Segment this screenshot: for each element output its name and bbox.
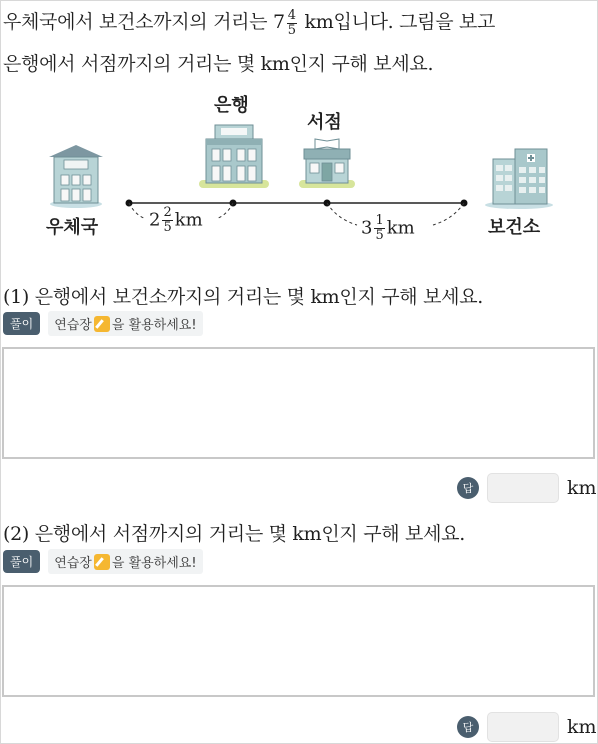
total-denominator: 5 — [287, 22, 296, 38]
seg2-brace-left — [327, 203, 357, 225]
solution-badge: 풀이 — [3, 550, 40, 573]
health-center-label: 보건소 — [488, 217, 541, 238]
question-1-answer-input[interactable] — [487, 473, 559, 503]
question-2-answer-row — [457, 712, 597, 742]
hint-text-before: 연습장 — [54, 318, 92, 333]
bookstore-icon — [299, 139, 355, 188]
seg1-brace-left — [129, 203, 146, 219]
seg2-whole: 3 — [361, 217, 373, 239]
total-numerator: 4 — [287, 7, 296, 23]
seg2-numerator: 1 — [375, 213, 384, 228]
seg1-fraction — [162, 206, 172, 235]
answer-badge: 답 — [457, 716, 479, 738]
hint-text-before: 연습장 — [54, 556, 92, 571]
pencil-icon — [94, 554, 110, 570]
scratchpad-hint[interactable] — [48, 311, 202, 336]
question-2-text: (2) 은행에서 서점까지의 거리는 몇 km인지 구해 보세요. — [3, 523, 465, 545]
bookstore-label: 서점 — [307, 112, 342, 133]
problem-text-end: km입니다. 그림을 보고 — [304, 11, 496, 33]
total-whole: 7 — [273, 11, 285, 33]
seg1-unit: km — [174, 209, 203, 231]
seg2-unit: km — [386, 217, 415, 239]
health-center-icon — [485, 149, 553, 209]
seg1-brace-right — [216, 203, 233, 219]
seg2-fraction — [374, 214, 384, 243]
seg2-brace-right — [433, 203, 464, 225]
post-office-point — [126, 200, 133, 207]
problem-line-2: 은행에서 서점까지의 거리는 몇 km인지 구해 보세요. — [3, 53, 434, 75]
answer-unit: km — [567, 716, 597, 738]
post-office-icon — [49, 145, 103, 208]
post-office-label: 우체국 — [46, 217, 99, 238]
segment-2-distance — [361, 214, 415, 243]
pencil-icon — [94, 316, 110, 332]
question-1-work-area[interactable] — [2, 347, 595, 459]
segment-1-distance — [149, 206, 203, 235]
answer-badge: 답 — [457, 477, 479, 499]
solution-badge: 풀이 — [3, 312, 40, 335]
scratchpad-hint[interactable] — [48, 549, 202, 574]
seg2-denominator: 5 — [375, 228, 384, 243]
question-2-work-area[interactable] — [2, 585, 595, 697]
seg1-denominator: 5 — [163, 220, 172, 235]
hint-text-after: 을 활용하세요! — [111, 318, 197, 333]
question-1-answer-row — [457, 473, 597, 503]
bank-icon — [199, 125, 269, 188]
question-1-text: (1) 은행에서 보건소까지의 거리는 몇 km인지 구해 보세요. — [3, 286, 483, 308]
seg1-whole: 2 — [149, 209, 161, 231]
answer-unit: km — [567, 477, 597, 499]
seg1-numerator: 2 — [163, 205, 172, 220]
total-fraction — [287, 9, 297, 38]
hint-text-after: 을 활용하세요! — [111, 556, 197, 571]
question-2-tags — [3, 549, 203, 574]
bank-label: 은행 — [214, 95, 249, 116]
question-1-tags — [3, 311, 203, 336]
problem-text-start: 우체국에서 보건소까지의 거리는 — [3, 11, 268, 33]
question-2-answer-input[interactable] — [487, 712, 559, 742]
problem-line-1 — [3, 7, 495, 38]
